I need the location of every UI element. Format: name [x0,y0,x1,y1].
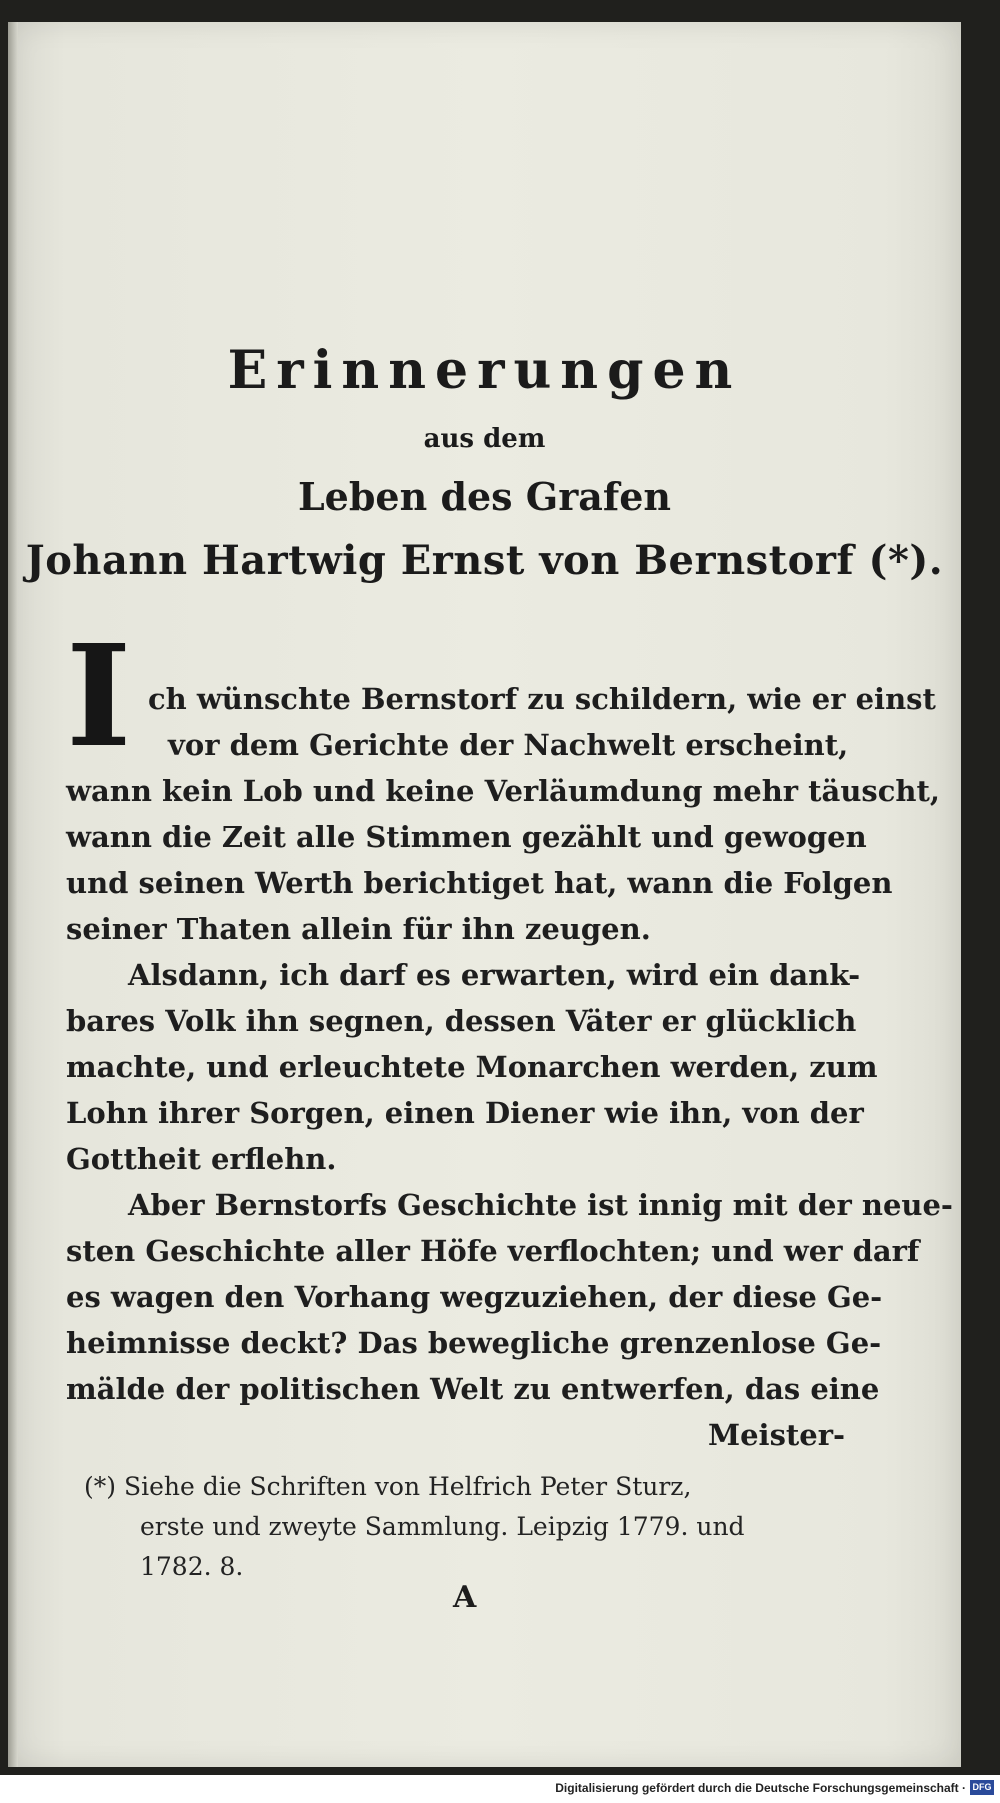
body-line: Aber Bernstorfs Geschichte ist innig mit der neue- [128,1188,953,1222]
body-line: Lohn ihrer Sorgen, einen Diener wie ihn, von der [66,1096,864,1130]
body-line: es wagen den Vorhang wegzuziehen, der diese Ge- [66,1280,883,1314]
body-line: wann kein Lob und keine Verläumdung mehr täuscht, [66,774,940,808]
body-line: sten Geschichte aller Höfe verflochten; und wer darf [66,1234,920,1268]
body-line: ch wünschte Bernstorf zu schildern, wie er einst [148,682,936,716]
dfg-logo-icon: DFG [970,1780,994,1795]
body-line: Alsdann, ich darf es erwarten, wird ein dank- [128,958,861,992]
body-line: und seinen Werth berichtiget hat, wann die Folgen [66,866,893,900]
body-line: seiner Thaten allein für ihn zeugen. [66,912,651,946]
body-line: mälde der politischen Welt zu entwerfen, das eine [66,1372,880,1406]
body-line: heimnisse deckt? Das bewegliche grenzenlose Ge- [66,1326,882,1360]
page-gutter [8,22,18,1767]
footer-bar [0,1775,1000,1803]
body-line: vor dem Gerichte der Nachwelt erscheint, [168,728,849,762]
title-heading: Erinnerungen [227,340,742,401]
footnote-line: 1782. 8. [140,1552,244,1581]
body-line: Gottheit erflehn. [66,1142,337,1176]
catchword: Meister- [708,1418,846,1452]
body-line: machte, und erleuchtete Monarchen werden, zum [66,1050,878,1084]
body-line: bares Volk ihn segnen, dessen Väter er glücklich [66,1004,857,1038]
footer-credit: Digitalisierung gefördert durch die Deutsche Forschungsgemeinschaft · [555,1781,966,1795]
signature-mark: A [453,1580,477,1615]
title-subline-2: Leben des Grafen [297,474,672,519]
title-subline-1: aus dem [423,424,546,454]
title-subline-3: Johann Hartwig Ernst von Bernstorf (*). [25,537,944,584]
body-line: wann die Zeit alle Stimmen gezählt und gewogen [66,820,867,854]
book-page [8,22,961,1767]
footnote-line: erste und zweyte Sammlung. Leipzig 1779. und [140,1512,745,1541]
footnote-line: (*) Siehe die Schriften von Helfrich Peter Sturz, [84,1472,692,1501]
drop-cap-initial: I [66,615,132,779]
